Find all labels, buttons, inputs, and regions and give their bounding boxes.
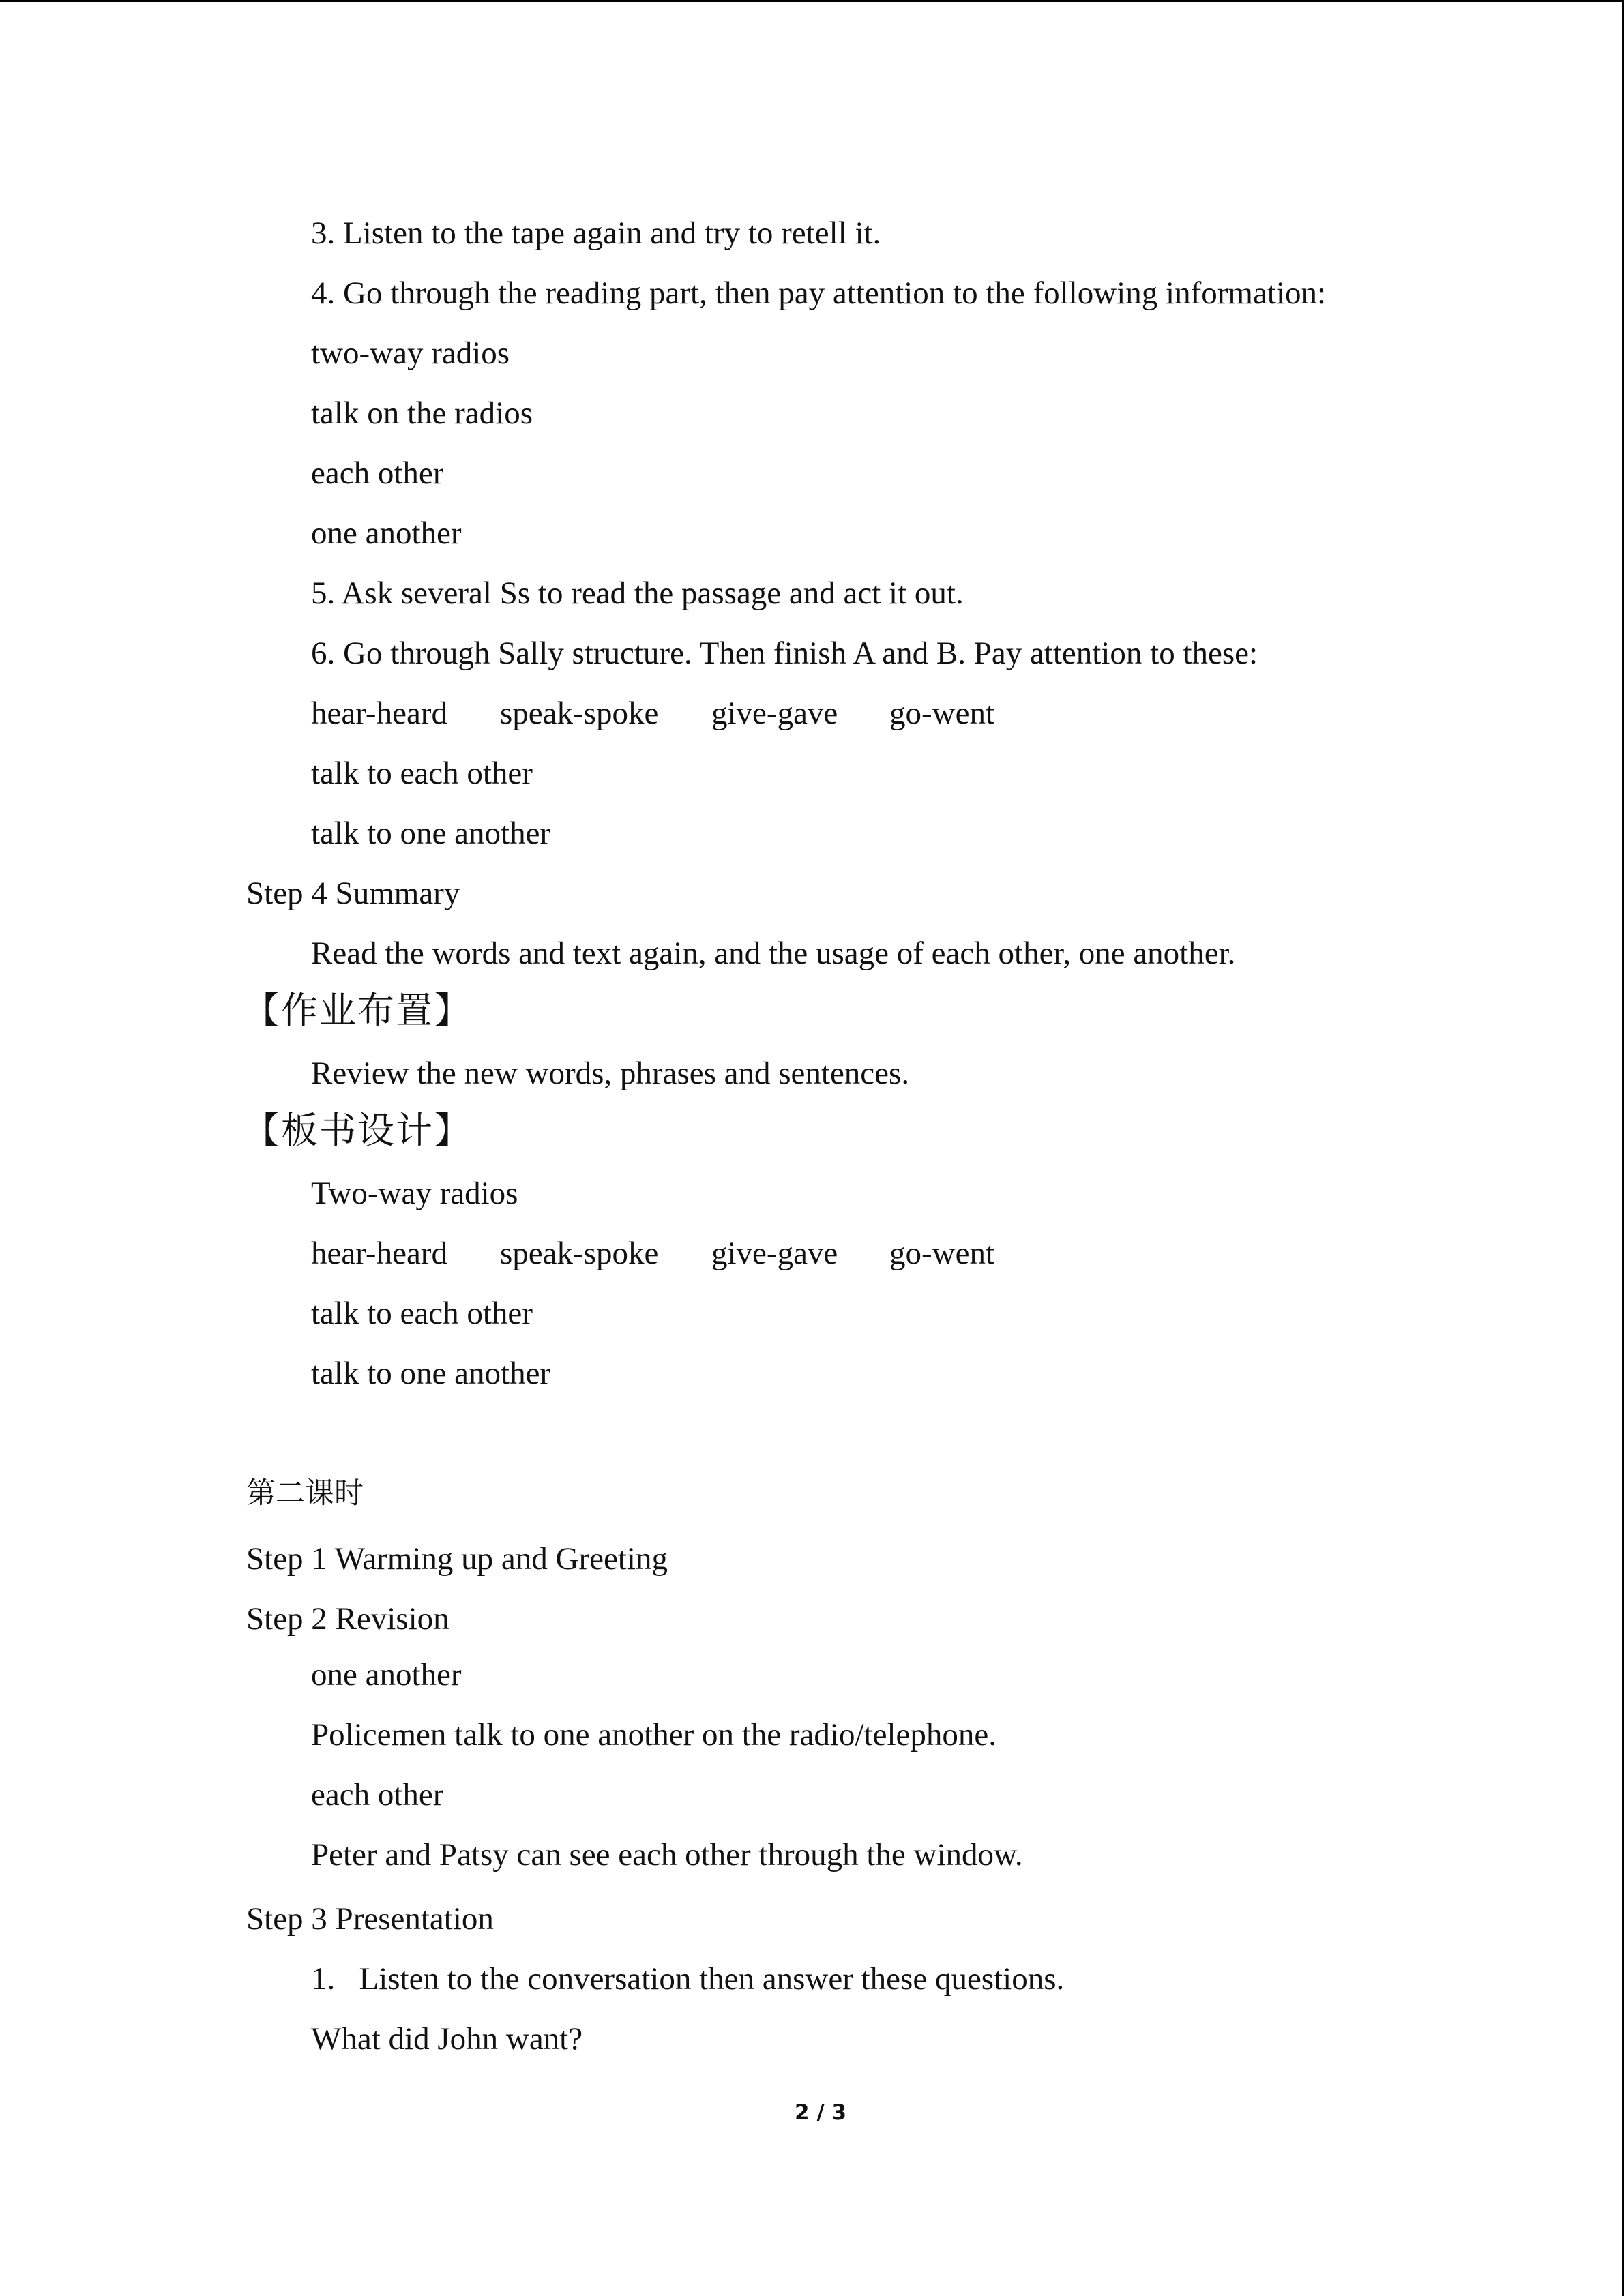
revision-each-other: each other: [311, 1777, 444, 1813]
lesson1-item-3: 3. Listen to the tape again and try to retell it.: [311, 215, 881, 251]
lesson2-step-2: Step 2 Revision: [246, 1601, 449, 1637]
lesson1-item-5: 5. Ask several Ss to read the passage and act it out.: [311, 576, 964, 611]
board-title: Two-way radios: [311, 1176, 518, 1211]
page-number: 2 / 3: [795, 2100, 847, 2125]
phrase-two-way-radios: two-way radios: [311, 336, 510, 371]
revision-sentence-2: Peter and Patsy can see each other through the window.: [311, 1837, 1023, 1873]
verb-form: speak-spoke: [500, 1236, 659, 1271]
phrase-one-another: one another: [311, 516, 462, 551]
step-4-heading: Step 4 Summary: [246, 876, 460, 911]
lesson2-heading: 第二课时: [246, 1476, 364, 1510]
verb-form: go-went: [889, 1236, 995, 1271]
verb-form: go-went: [889, 696, 995, 731]
verb-form: give-gave: [711, 696, 838, 731]
summary-text: Read the words and text again, and the usage of each other, one another.: [311, 936, 1236, 971]
homework-heading: 【作业布置】: [243, 989, 472, 1032]
homework-text: Review the new words, phrases and sentences.: [311, 1056, 910, 1091]
page-border-top: [0, 0, 1624, 2]
board-design-heading: 【板书设计】: [243, 1109, 472, 1152]
phrase-talk-each-other: talk to each other: [311, 756, 533, 791]
presentation-item-1: 1. Listen to the conversation then answer these questions.: [311, 1961, 1065, 1997]
verb-form: give-gave: [711, 1236, 838, 1271]
phrase-talk-one-another: talk to one another: [311, 816, 551, 851]
presentation-question: What did John want?: [311, 2021, 583, 2057]
board-talk-one-another: talk to one another: [311, 1356, 551, 1391]
lesson1-item-4: 4. Go through the reading part, then pay attention to the following information:: [311, 275, 1327, 311]
revision-sentence-1: Policemen talk to one another on the radio/telephone.: [311, 1717, 996, 1753]
verb-form: hear-heard: [311, 1236, 447, 1271]
lesson2-step-3: Step 3 Presentation: [246, 1901, 494, 1937]
lesson2-step-1: Step 1 Warming up and Greeting: [246, 1541, 668, 1577]
phrase-each-other: each other: [311, 456, 444, 491]
revision-one-another: one another: [311, 1657, 462, 1693]
board-talk-each-other: talk to each other: [311, 1296, 533, 1331]
verb-form: hear-heard: [311, 696, 447, 731]
verb-form: speak-spoke: [500, 696, 659, 731]
lesson1-item-6: 6. Go through Sally structure. Then finish A and B. Pay attention to these:: [311, 636, 1258, 671]
phrase-talk-on-radios: talk on the radios: [311, 396, 533, 431]
